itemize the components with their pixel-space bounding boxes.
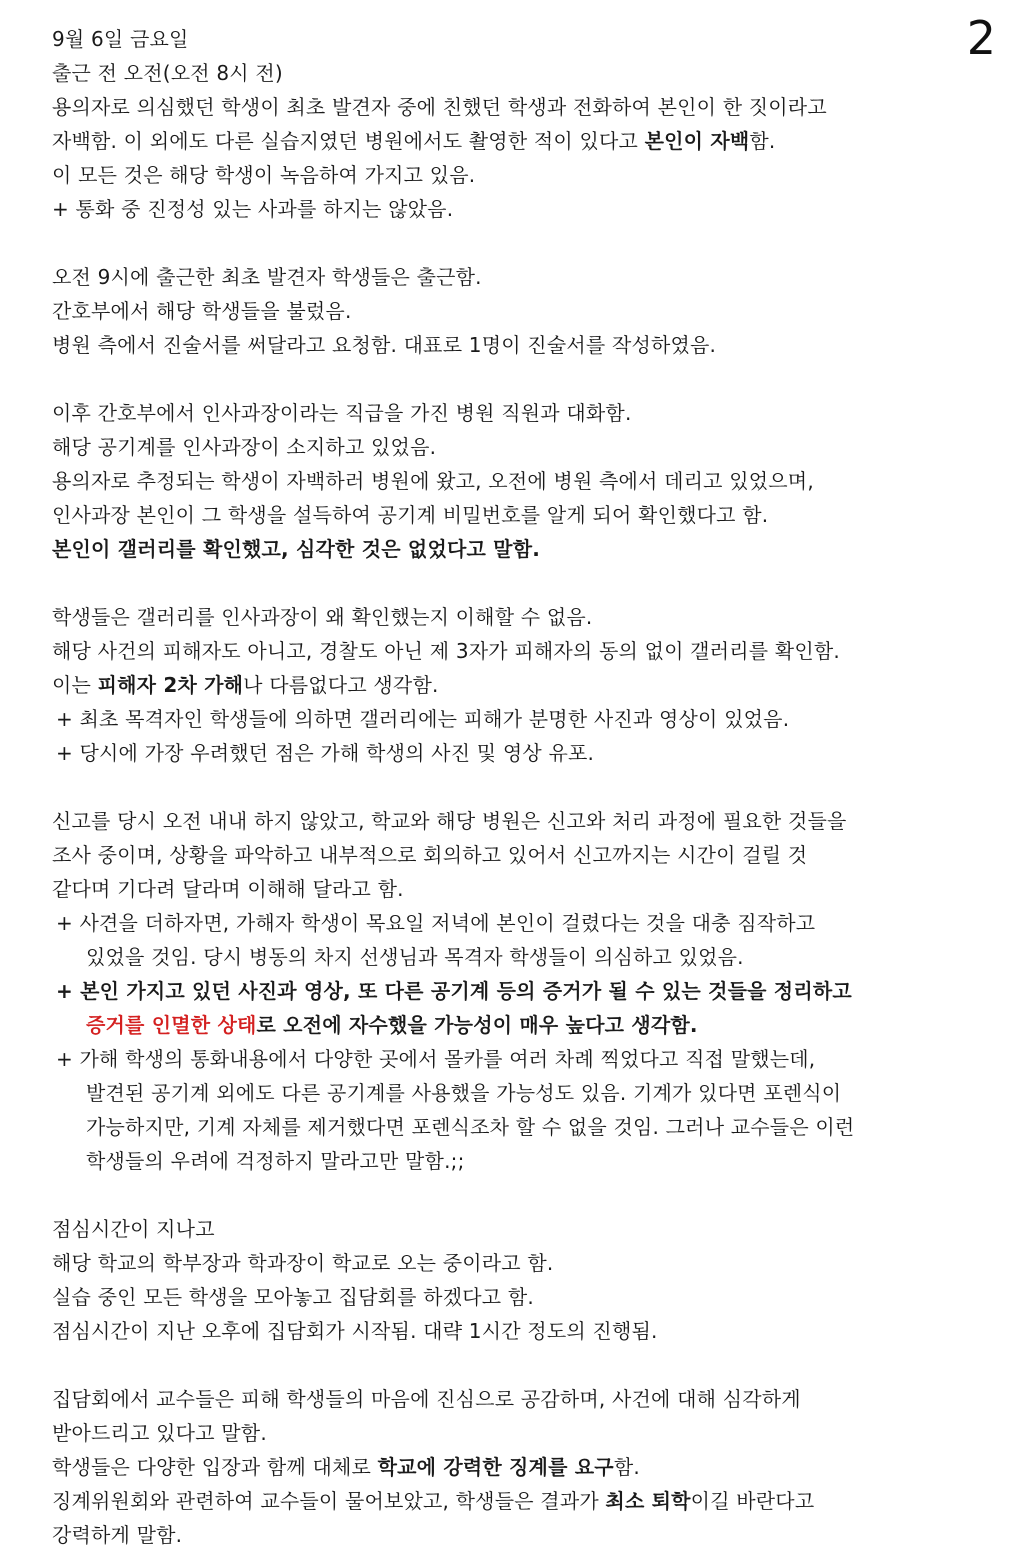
text-segment: 해당 공기계를 인사과장이 소지하고 있었음. [52,435,437,459]
text-line [52,90,1002,124]
text-segment: 학생들의 우려에 걱정하지 말라고만 말함.;; [86,1149,465,1173]
text-segment: 해당 사건의 피해자도 아니고, 경찰도 아닌 제 3자가 피해자의 동의 없이 갤러리를 확인함. [52,639,840,663]
text-segment: 점심시간이 지난 오후에 집담회가 시작됨. 대략 1시간 정도의 진행됨. [52,1319,658,1343]
text-line [52,1280,1002,1314]
paragraph [52,1382,1002,1552]
highlighted-text: 증거를 인멸한 상태 [86,1013,257,1037]
text-line [52,1246,1002,1280]
text-line [52,1450,1002,1484]
text-line [52,22,1002,56]
text-segment: 이는 [52,673,98,697]
text-segment: 출근 전 오전(오전 8시 전) [52,61,283,85]
text-line [52,1212,1002,1246]
text-segment: 병원 측에서 진술서를 써달라고 요청함. 대표로 1명이 진술서를 작성하였음. [52,333,717,357]
bold-text: 최소 퇴학 [605,1489,691,1513]
text-line [52,56,1002,90]
text-segment: + 통화 중 진정성 있는 사과를 하지는 않았음. [52,197,454,221]
bold-text: 로 오전에 자수했을 가능성이 매우 높다고 생각함. [256,1013,698,1037]
text-segment: 자백함. 이 외에도 다른 실습지였던 병원에서도 촬영한 적이 있다고 [52,129,645,153]
text-line [52,1008,1002,1042]
paragraph [52,804,1002,1178]
text-line [52,1042,1002,1076]
bold-text: 피해자 2차 가해 [97,673,244,697]
text-segment: 같다며 기다려 달라며 이해해 달라고 함. [52,877,404,901]
paragraph-gap [52,1348,1002,1382]
paragraph [52,396,1002,566]
text-line [52,736,1002,770]
text-segment: 학생들은 다양한 입장과 함께 대체로 [52,1455,378,1479]
text-line [52,634,1002,668]
paragraph-gap [52,1178,1002,1212]
text-segment: 징계위원회와 관련하여 교수들이 물어보았고, 학생들은 결과가 [52,1489,606,1513]
text-line [52,838,1002,872]
paragraph-gap [52,566,1002,600]
text-segment: 강력하게 말함. [52,1523,183,1547]
text-line [52,498,1002,532]
text-segment: 함. [749,129,776,153]
text-line [52,260,1002,294]
text-line [52,1382,1002,1416]
text-line [52,906,1002,940]
text-segment: + 사견을 더하자면, 가해자 학생이 목요일 저녁에 본인이 걸렸다는 것을 대충 짐작하고 [56,911,816,935]
text-segment: + 당시에 가장 우려했던 점은 가해 학생의 사진 및 영상 유포. [56,741,595,765]
text-line [52,1076,1002,1110]
page-number: 2 [966,11,996,65]
text-line [52,1518,1002,1552]
text-segment: 이 모든 것은 해당 학생이 녹음하여 가지고 있음. [52,163,476,187]
text-segment: 용의자로 의심했던 학생이 최초 발견자 중에 친했던 학생과 전화하여 본인이 한 짓이라고 [52,95,827,119]
text-segment: 신고를 당시 오전 내내 하지 않았고, 학교와 해당 병원은 신고와 처리 과정에 필요한 것들을 [52,809,847,833]
text-segment: 용의자로 추정되는 학생이 자백하러 병원에 왔고, 오전에 병원 측에서 데리고 있었으며, [52,469,814,493]
paragraph-gap [52,770,1002,804]
text-line [52,158,1002,192]
text-segment: 이후 간호부에서 인사과장이라는 직급을 가진 병원 직원과 대화함. [52,401,632,425]
text-line [52,668,1002,702]
text-segment: 점심시간이 지나고 [52,1217,215,1241]
text-line [52,396,1002,430]
text-segment: 집담회에서 교수들은 피해 학생들의 마음에 진심으로 공감하며, 사건에 대해 심각하게 [52,1387,801,1411]
text-line [52,600,1002,634]
text-segment: 나 다름없다고 생각함. [243,673,439,697]
text-segment: 학생들은 갤러리를 인사과장이 왜 확인했는지 이해할 수 없음. [52,605,593,629]
text-line [52,430,1002,464]
text-segment: + 최초 목격자인 학생들에 의하면 갤러리에는 피해가 분명한 사진과 영상이 있었음. [56,707,790,731]
text-line [52,804,1002,838]
bold-text: 본인이 자백 [644,129,750,153]
text-segment: 실습 중인 모든 학생을 모아놓고 집담회를 하겠다고 함. [52,1285,534,1309]
paragraph-gap [52,226,1002,260]
bold-text: 본인이 갤러리를 확인했고, 심각한 것은 없었다고 말함. [52,537,541,561]
text-line [52,1416,1002,1450]
paragraph [52,1212,1002,1348]
text-segment: + 가해 학생의 통화내용에서 다양한 곳에서 몰카를 여러 차례 찍었다고 직접 말했는데, [56,1047,816,1071]
text-line [52,974,1002,1008]
text-segment: 9월 6일 금요일 [52,27,189,51]
text-line [52,940,1002,974]
text-line [52,464,1002,498]
text-line [52,1110,1002,1144]
text-segment: 인사과장 본인이 그 학생을 설득하여 공기계 비밀번호를 알게 되어 확인했다고 함. [52,503,769,527]
text-segment: 발견된 공기계 외에도 다른 공기계를 사용했을 가능성도 있음. 기계가 있다면 포렌식이 [86,1081,842,1105]
bold-text: + 본인 가지고 있던 사진과 영상, 또 다른 공기계 등의 증거가 될 수 있는 것들을 정리하고 [56,979,852,1003]
text-line [52,294,1002,328]
paragraph [52,260,1002,362]
text-line [52,532,1002,566]
text-line [52,124,1002,158]
paragraph [52,22,1002,226]
text-segment: 가능하지만, 기계 자체를 제거했다면 포렌식조차 할 수 없을 것임. 그러나 교수들은 이런 [86,1115,855,1139]
text-segment: 있었을 것임. 당시 병동의 차지 선생님과 목격자 학생들이 의심하고 있었음. [86,945,744,969]
text-line [52,1314,1002,1348]
text-segment: 함. [613,1455,640,1479]
text-line [52,1484,1002,1518]
text-line [52,328,1002,362]
text-segment: 오전 9시에 출근한 최초 발견자 학생들은 출근함. [52,265,482,289]
bold-text: 학교에 강력한 징계를 요구 [377,1455,614,1479]
text-segment: 받아드리고 있다고 말함. [52,1421,267,1445]
text-line [52,192,1002,226]
paragraph [52,600,1002,770]
text-line [52,872,1002,906]
text-segment: 조사 중이며, 상황을 파악하고 내부적으로 회의하고 있어서 신고까지는 시간이 걸릴 것 [52,843,808,867]
text-line [52,702,1002,736]
text-segment: 간호부에서 해당 학생들을 불렀음. [52,299,352,323]
text-segment: 해당 학교의 학부장과 학과장이 학교로 오는 중이라고 함. [52,1251,554,1275]
document-body [52,22,1002,1552]
paragraph-gap [52,362,1002,396]
text-segment: 이길 바란다고 [690,1489,815,1513]
text-line [52,1144,1002,1178]
